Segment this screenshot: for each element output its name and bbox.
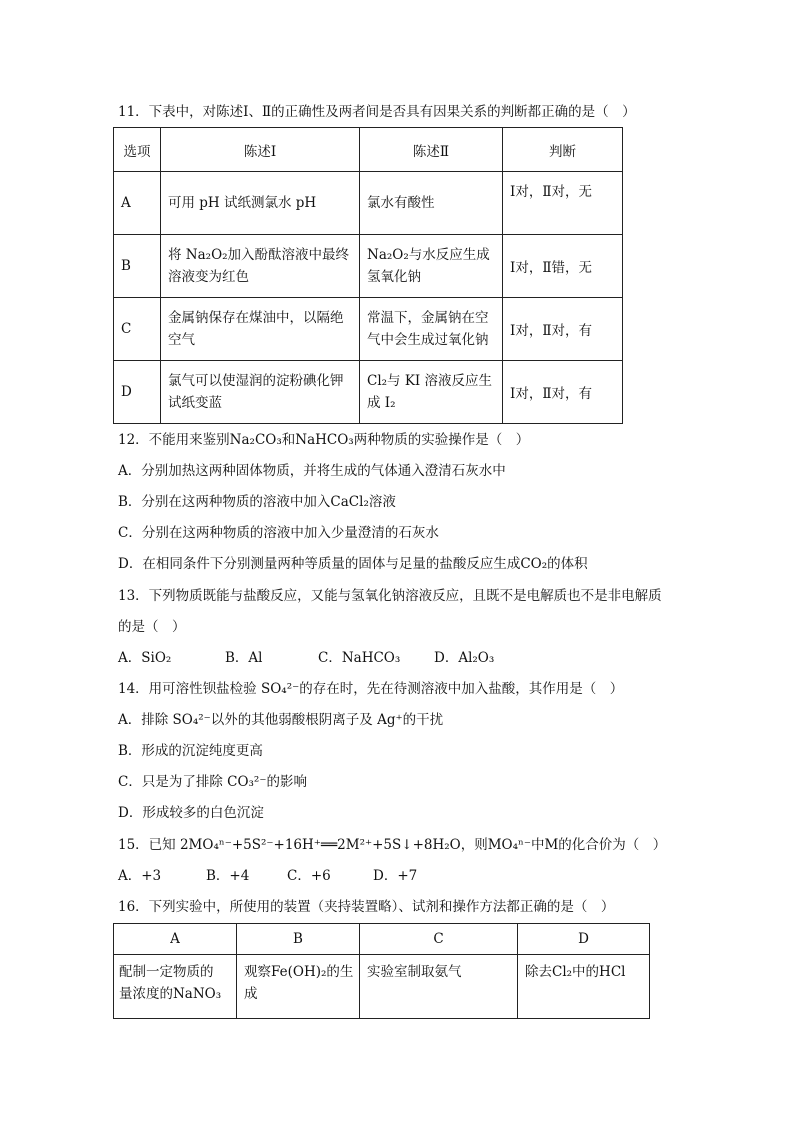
table-row bbox=[114, 955, 650, 1019]
q12-option-b: B．分别在这两种物质的溶液中加入CaCl₂溶液 bbox=[118, 494, 396, 510]
q16-cell-b-line: 观察Fe(OH)₂的生 bbox=[244, 964, 354, 980]
q14-option-a: A．排除 SO₄²⁻以外的其他弱酸根阴离子及 Ag⁺的干扰 bbox=[118, 712, 444, 728]
q11-s1-line: 将 Na₂O₂加入酚酞溶液中最终 bbox=[168, 247, 350, 263]
q11-s2-line: 气中会生成过氧化钠 bbox=[367, 332, 489, 348]
q14-stem: 14．用可溶性钡盐检验 SO₄²⁻的存在时，先在待测溶液中加入盐酸，其作用是（ ） bbox=[118, 681, 624, 697]
table-row bbox=[114, 235, 623, 298]
q16-cell-c-line: 实验室制取氨气 bbox=[367, 964, 462, 980]
q13-stem-line1: 13．下列物质既能与盐酸反应，又能与氢氧化钠溶液反应，且既不是电解质也不是非电解质 bbox=[118, 588, 662, 604]
q11-s2-line: Na₂O₂与水反应生成 bbox=[367, 247, 490, 263]
q12-option-d: D．在相同条件下分别测量两种等质量的固体与足量的盐酸反应生成CO₂的体积 bbox=[118, 556, 588, 572]
q13-option-a: A．SiO₂ bbox=[118, 650, 172, 666]
q11-s2-line: 氯水有酸性 bbox=[367, 195, 435, 211]
q11-header-option: 选项 bbox=[114, 128, 161, 172]
q11-judge: Ⅰ对，Ⅱ对，有 bbox=[503, 361, 623, 424]
q11-s1-line: 金属钠保存在煤油中，以隔绝 bbox=[168, 310, 344, 326]
q11-s1-line: 试纸变蓝 bbox=[168, 395, 222, 411]
q16-header-d: D bbox=[518, 924, 650, 955]
q15-option-a: A．+3 bbox=[118, 868, 162, 884]
q13-option-d: D．Al₂O₃ bbox=[434, 650, 495, 666]
q12-option-c: C．分别在这两种物质的溶液中加入少量澄清的石灰水 bbox=[118, 525, 439, 541]
q11-s1-line: 溶液变为红色 bbox=[168, 269, 249, 285]
q14-option-d: D．形成较多的白色沉淀 bbox=[118, 805, 264, 821]
q11-s1-line: 空气 bbox=[168, 332, 195, 348]
q16-header-b: B bbox=[237, 924, 360, 955]
q16-table bbox=[113, 923, 650, 1019]
q14-option-c: C．只是为了排除 CO₃²⁻的影响 bbox=[118, 774, 307, 790]
q11-opt: A bbox=[114, 172, 161, 235]
q15-options bbox=[118, 867, 417, 885]
q12-option-a: A．分别加热这两种固体物质，并将生成的气体通入澄清石灰水中 bbox=[118, 463, 506, 479]
q15-option-c: C．+6 bbox=[287, 868, 331, 884]
q16-cell-a-line: 量浓度的NaNO₃ bbox=[119, 986, 222, 1002]
q12-stem: 12．不能用来鉴别Na₂CO₃和NaHCO₃两种物质的实验操作是（ ） bbox=[118, 432, 530, 448]
q11-opt: C bbox=[114, 298, 161, 361]
q13-stem-line2: 的是（ ） bbox=[118, 619, 186, 635]
q11-s1-line: 可用 pH 试纸测氯水 pH bbox=[168, 195, 317, 211]
q11-opt: B bbox=[114, 235, 161, 298]
q11-judge: Ⅰ对，Ⅱ对，有 bbox=[503, 298, 623, 361]
q11-header-judge: 判断 bbox=[503, 128, 623, 172]
table-row bbox=[114, 298, 623, 361]
q11-header-s1: 陈述Ⅰ bbox=[161, 128, 360, 172]
q11-stem: 11．下表中，对陈述Ⅰ、Ⅱ的正确性及两者间是否具有因果关系的判断都正确的是（ ） bbox=[118, 104, 636, 120]
q11-opt: D bbox=[114, 361, 161, 424]
q16-cell-b-line: 成 bbox=[244, 986, 258, 1002]
q16-cell-d-line: 除去Cl₂中的HCl bbox=[525, 964, 626, 980]
q11-s1-line: 氯气可以使湿润的淀粉碘化钾 bbox=[168, 373, 344, 389]
q11-s2-line: Cl₂与 KI 溶液反应生 bbox=[367, 373, 493, 389]
q16-header-a: A bbox=[114, 924, 237, 955]
q13-option-c: C．NaHCO₃ bbox=[318, 650, 401, 666]
q16-stem: 16．下列实验中，所使用的装置（夹持装置略）、试剂和操作方法都正确的是（ ） bbox=[118, 899, 615, 915]
q11-judge: Ⅰ对，Ⅱ错，无 bbox=[503, 235, 623, 298]
q11-table bbox=[113, 127, 623, 424]
q11-header-s2: 陈述Ⅱ bbox=[360, 128, 503, 172]
q15-stem: 15．已知 2MO₄ⁿ⁻+5S²⁻+16H⁺══2M²⁺+5S↓+8H₂O，则MO₄ⁿ⁻中M的化合价为（ ） bbox=[118, 837, 667, 853]
q11-s2-line: 氢氧化钠 bbox=[367, 269, 421, 285]
q11-s2-line: 成 I₂ bbox=[367, 395, 396, 411]
q13-option-b: B．Al bbox=[225, 650, 263, 666]
q14-option-b: B．形成的沉淀纯度更高 bbox=[118, 743, 263, 759]
q16-header-c: C bbox=[360, 924, 518, 955]
q16-cell-a-line: 配制一定物质的 bbox=[119, 964, 214, 980]
table-row bbox=[114, 361, 623, 424]
q15-option-d: D．+7 bbox=[373, 868, 418, 884]
q11-judge: Ⅰ对，Ⅱ对，无 bbox=[503, 172, 623, 235]
q15-option-b: B．+4 bbox=[206, 868, 250, 884]
q11-s2-line: 常温下，金属钠在空 bbox=[367, 310, 489, 326]
table-row bbox=[114, 172, 623, 235]
q13-options bbox=[118, 649, 494, 667]
